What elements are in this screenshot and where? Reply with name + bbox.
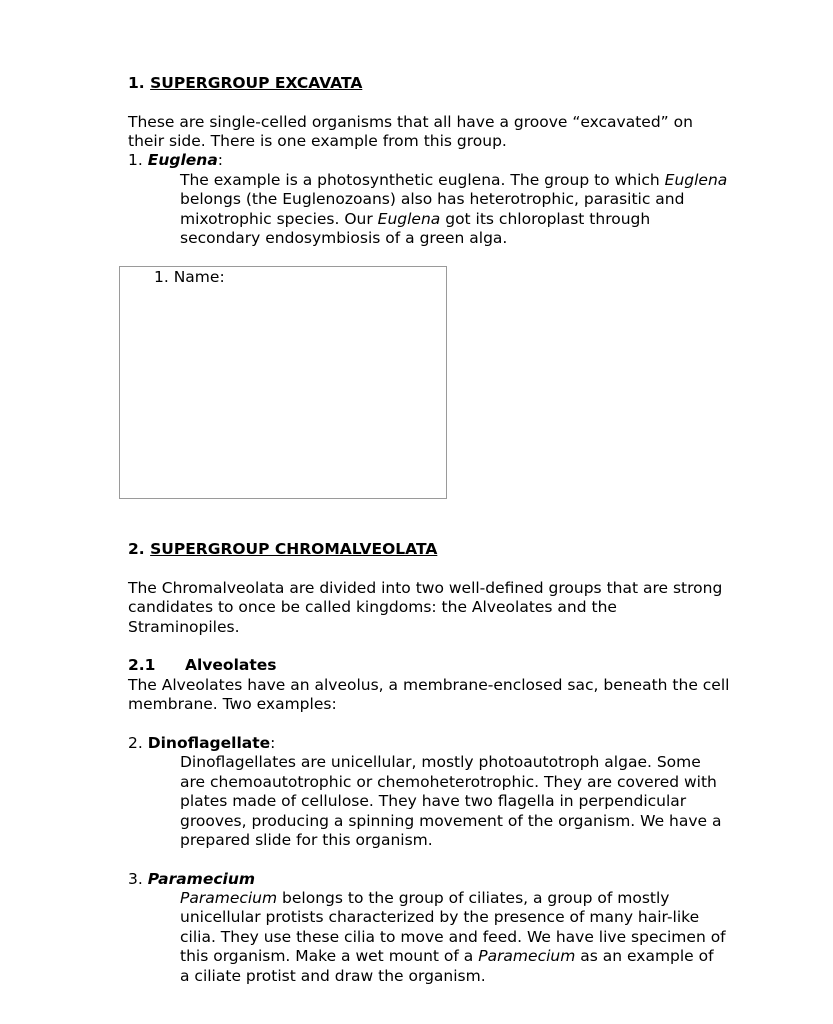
subsection-heading	[128, 656, 277, 676]
paramecium-line3: cilia. They use these cilia to move and feed. We have live specimen of	[180, 928, 726, 946]
paramecium-line5: a ciliate protist and draw the organism.	[180, 967, 486, 985]
euglena-desc-line4: secondary endosymbiosis of a green alga.	[180, 229, 508, 247]
item-euglena-number: 1.	[128, 151, 143, 169]
paramecium-italic: Paramecium	[180, 889, 278, 907]
paramecium-line1	[180, 889, 669, 909]
paramecium-text: this organism. Make a wet mount of a	[180, 947, 479, 965]
drawing-box	[119, 266, 447, 499]
section1-intro-line2: their side. There is one example from this group.	[128, 132, 507, 150]
section1-intro-line1: These are single-celled organisms that all have a groove “excavated” on	[128, 113, 693, 131]
dinoflagellate-line2: are chemoautotrophic or chemoheterotrophic. They are covered with	[180, 773, 717, 791]
euglena-desc-line1	[180, 171, 727, 191]
euglena-desc-italic: Euglena	[377, 210, 441, 228]
euglena-desc-text: got its chloroplast through	[440, 210, 651, 228]
section2-intro-line1: The Chromalveolata are divided into two well-defined groups that are strong	[128, 579, 723, 597]
drawing-box-label: 1. Name:	[154, 268, 225, 286]
section1-number: 1.	[128, 74, 145, 92]
section2-title: SUPERGROUP CHROMALVEOLATA	[150, 540, 438, 558]
paramecium-line4	[180, 947, 714, 967]
euglena-desc-line3	[180, 210, 650, 230]
euglena-desc-text: The example is a photosynthetic euglena. The group to which	[180, 171, 665, 189]
euglena-desc-italic: Euglena	[664, 171, 728, 189]
item-paramecium-heading	[128, 870, 255, 890]
section1-heading	[128, 74, 362, 94]
paramecium-text: as an example of	[575, 947, 714, 965]
dinoflagellate-line1: Dinoflagellates are unicellular, mostly photoautotroph algae. Some	[180, 753, 701, 771]
item-dinoflagellate-colon: :	[270, 734, 276, 752]
euglena-desc-text: mixotrophic species. Our	[180, 210, 378, 228]
dinoflagellate-line4: grooves, producing a spinning movement of the organism. We have a	[180, 812, 722, 830]
section2-heading	[128, 540, 437, 560]
item-paramecium-title: Paramecium	[147, 870, 256, 888]
item-paramecium-number: 3.	[128, 870, 143, 888]
section1-title: SUPERGROUP EXCAVATA	[150, 74, 363, 92]
item-euglena-title: Euglena	[147, 151, 218, 169]
subsection-line1: The Alveolates have an alveolus, a membrane-enclosed sac, beneath the cell	[128, 676, 730, 694]
paramecium-text: belongs to the group of ciliates, a group of mostly	[277, 889, 670, 907]
euglena-desc-line2: belongs (the Euglenozoans) also has heterotrophic, parasitic and	[180, 190, 685, 208]
dinoflagellate-line5: prepared slide for this organism.	[180, 831, 433, 849]
item-euglena-heading	[128, 151, 223, 171]
subsection-line2: membrane. Two examples:	[128, 695, 337, 713]
item-dinoflagellate-number: 2.	[128, 734, 143, 752]
subsection-number: 2.1	[128, 656, 156, 674]
item-euglena-colon: :	[217, 151, 224, 169]
section2-intro-line2: candidates to once be called kingdoms: the Alveolates and the	[128, 598, 617, 616]
dinoflagellate-line3: plates made of cellulose. They have two flagella in perpendicular	[180, 792, 687, 810]
section2-number: 2.	[128, 540, 145, 558]
subsection-title: Alveolates	[185, 656, 277, 674]
paramecium-line2: unicellular protists characterized by the presence of many hair-like	[180, 908, 700, 926]
item-dinoflagellate-title: Dinoflagellate	[147, 734, 271, 752]
section2-intro-line3: Straminopiles.	[128, 618, 240, 636]
paramecium-italic: Paramecium	[478, 947, 576, 965]
item-dinoflagellate-heading	[128, 734, 275, 754]
